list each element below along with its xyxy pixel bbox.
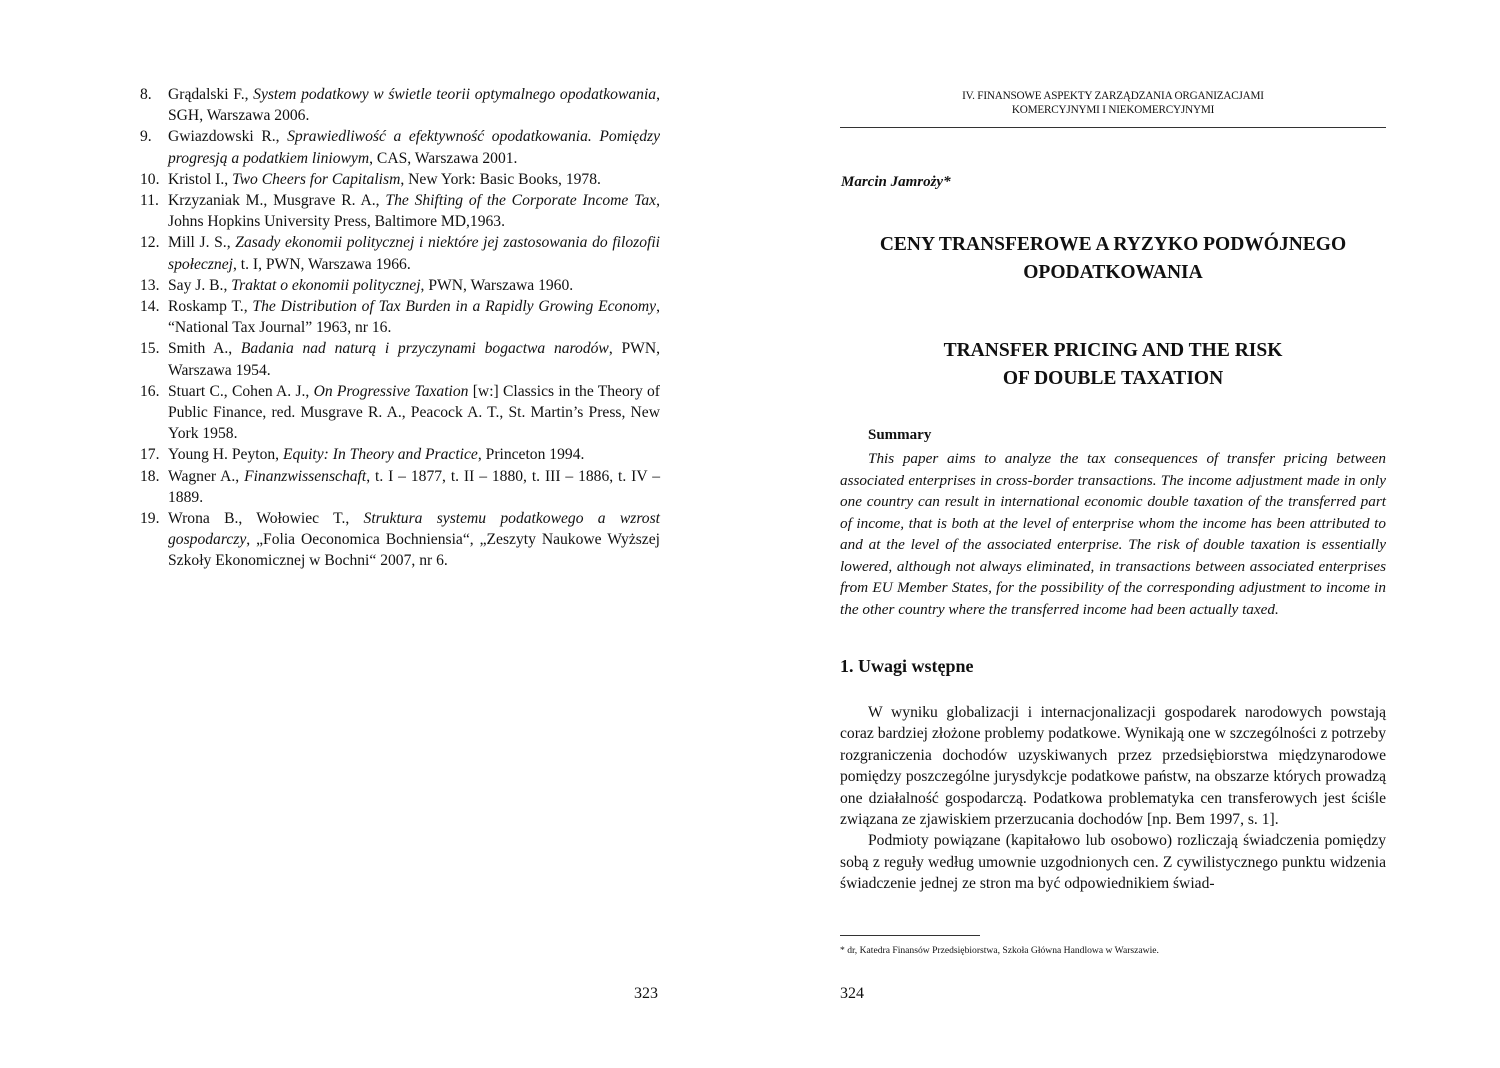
- reference-item: [140, 169, 660, 190]
- reference-author: Wagner A.,: [168, 467, 245, 485]
- reference-author: Krzyzaniak M., Musgrave R. A.,: [168, 192, 386, 210]
- footnote: * dr, Katedra Finansów Przedsiębiorstwa, Szkoła Główna Handlowa w Warszawie.: [840, 945, 1159, 956]
- reference-title: Zasady ekonomii politycznej i niektóre jej zastosowania do filozofii społecznej: [168, 234, 660, 273]
- reference-item: [140, 381, 660, 445]
- reference-details: , PWN, Warszawa 1960.: [420, 276, 574, 294]
- reference-details: , t. I, PWN, Warszawa 1966.: [232, 255, 411, 273]
- reference-number: 14.: [140, 298, 160, 316]
- header-divider: [840, 127, 1386, 128]
- reference-item: [140, 338, 660, 380]
- reference-item: [140, 466, 660, 508]
- reference-number: 11.: [140, 192, 159, 210]
- reference-details: , SGH, Warszawa 2006.: [168, 86, 660, 125]
- footnote-divider: [840, 935, 980, 936]
- title-line: TRANSFER PRICING AND THE RISK: [943, 340, 1283, 361]
- reference-item: [140, 126, 660, 168]
- reference-number: 8.: [140, 86, 152, 103]
- title-line: OPODATKOWANIA: [1023, 262, 1203, 283]
- reference-title: Badania nad naturą i przyczynami bogactwa narodów: [240, 340, 609, 358]
- reference-number: 19.: [140, 510, 160, 528]
- reference-author: Kristol I.,: [168, 170, 233, 188]
- reference-title: Finanzwissenschaft: [244, 467, 367, 485]
- reference-details: , Johns Hopkins University Press, Baltimore MD,1963.: [168, 192, 661, 231]
- reference-author: Mill J. S.,: [168, 234, 236, 252]
- reference-number: 15.: [140, 340, 160, 358]
- body-text: [840, 702, 1386, 895]
- reference-item: [140, 508, 660, 572]
- reference-number: 9.: [140, 128, 152, 146]
- reference-number: 12.: [140, 234, 160, 252]
- reference-details: , “National Tax Journal” 1963, nr 16.: [168, 298, 660, 337]
- reference-item: [140, 275, 660, 296]
- reference-author: Roskamp T.,: [168, 298, 253, 316]
- reference-details: [w:] Classics in the Theory of Public Finance, red. Musgrave R. A., Peacock A. T., St. Martin’s Press, New York 1958.: [168, 382, 660, 443]
- reference-title: On Progressive Taxation: [313, 382, 469, 400]
- reference-list: [140, 84, 660, 572]
- body-paragraph: Podmioty powiązane (kapitałowo lub osobowo) rozliczają świadczenia pomiędzy sobą z reguły według umownie uzgodnionych cen. Z cywilistycznego punktu widzenia świadczenie jednej ze stron ma być odpowiednikiem świad-: [840, 832, 1386, 893]
- reference-title: Sprawiedliwość a efektywność opodatkowania. Pomiędzy progresją a podatkiem liniowym: [168, 128, 660, 167]
- section-heading: 1. Uwagi wstępne: [840, 656, 974, 676]
- reference-author: Say J. B.,: [168, 276, 232, 294]
- article-title-polish: [840, 231, 1386, 287]
- running-header-line: KOMERCYJNYMI I NIEKOMERCYJNYMI: [1011, 104, 1215, 116]
- summary-heading: Summary: [868, 427, 932, 443]
- reference-details: , „Folia Oeconomica Bochniensia“, „Zeszyty Naukowe Wyższej Szkoły Ekonomicznej w Bochni“ 2007, nr 6.: [168, 531, 660, 570]
- reference-details: , t. I – 1877, t. II – 1880, t. III – 1886, t. IV – 1889.: [168, 467, 661, 506]
- running-header-line: IV. FINANSOWE ASPEKTY ZARZĄDZANIA ORGANIZACJAMI: [962, 90, 1264, 102]
- reference-title: The Distribution of Tax Burden in a Rapidly Growing Economy: [252, 298, 657, 316]
- reference-details: , CAS, Warszawa 2001.: [369, 149, 518, 167]
- reference-number: 10.: [140, 170, 160, 188]
- reference-title: Equity: In Theory and Practice: [282, 446, 478, 464]
- reference-number: 17.: [140, 446, 160, 464]
- body-paragraph: W wyniku globalizacji i internacjonalizacji gospodarek narodowych powstają coraz bardziej złożone problemy podatkowe. Wynikają one w szczególności z potrzeby rozgraniczenia dochodów uzyskiwanych przez przedsiębiorstwa międzynarodowe pomiędzy poszczególne jurysdykcje podatkowe państw, na obszarze których prowadzą one działalność gospodarczą. Podatkowa problematyka cen transferowych jest ściśle związana ze zjawiskiem przerzucania dochodów [np. Bem 1997, s. 1].: [840, 704, 1386, 829]
- reference-author: Grądalski F.,: [168, 86, 254, 103]
- reference-item: [140, 232, 660, 274]
- reference-number: 13.: [140, 276, 160, 294]
- reference-item: [140, 84, 660, 126]
- reference-author: Young H. Peyton,: [168, 446, 283, 464]
- author-name: Marcin Jamroży*: [841, 174, 951, 190]
- title-line: OF DOUBLE TAXATION: [1002, 368, 1224, 389]
- reference-author: Smith A.,: [168, 340, 241, 358]
- reference-details: , New York: Basic Books, 1978.: [400, 170, 601, 188]
- reference-details: , Princeton 1994.: [477, 446, 585, 464]
- reference-title: Two Cheers for Capitalism: [232, 170, 401, 188]
- reference-item: [140, 190, 660, 232]
- reference-title: Traktat o ekonomii politycznej: [231, 276, 421, 294]
- reference-title: System podatkowy w świetle teorii optymalnego opodatkowania: [253, 86, 657, 103]
- page-number: 324: [840, 985, 864, 1002]
- reference-author: Stuart C., Cohen A. J.,: [168, 382, 314, 400]
- right-page: [750, 0, 1500, 1068]
- reference-title: The Shifting of the Corporate Income Tax: [385, 192, 657, 210]
- reference-author: Gwiazdowski R.,: [168, 128, 288, 146]
- summary-text: This paper aims to analyze the tax consequences of transfer pricing between associated enterprises in cross-border transactions. The income adjustment made in only one country can result in international economic double taxation of the transferred part of income, that is both at the level of enterprise whom the income has been attributed to and at the level of the associated enterprise. The risk of double taxation is essentially lowered, although not always eliminated, in transactions between associated enterprises from EU Member States, for the possibility of the corresponding adjustment to income in the other country where the transferred income had been actually taxed.: [840, 450, 1386, 618]
- running-header: [840, 89, 1386, 117]
- reference-details: , PWN, Warszawa 1954.: [168, 340, 660, 379]
- reference-item: [140, 296, 660, 338]
- reference-author: Wrona B., Wołowiec T.,: [168, 510, 364, 528]
- article-title-english: [840, 337, 1386, 393]
- reference-number: 18.: [140, 467, 160, 485]
- title-line: CENY TRANSFEROWE A RYZYKO PODWÓJNEGO: [879, 234, 1347, 255]
- reference-title: Struktura systemu podatkowego a wzrost gospodarczy: [168, 510, 661, 549]
- reference-number: 16.: [140, 382, 160, 400]
- page-number: 323: [634, 985, 658, 1002]
- reference-item: [140, 444, 660, 465]
